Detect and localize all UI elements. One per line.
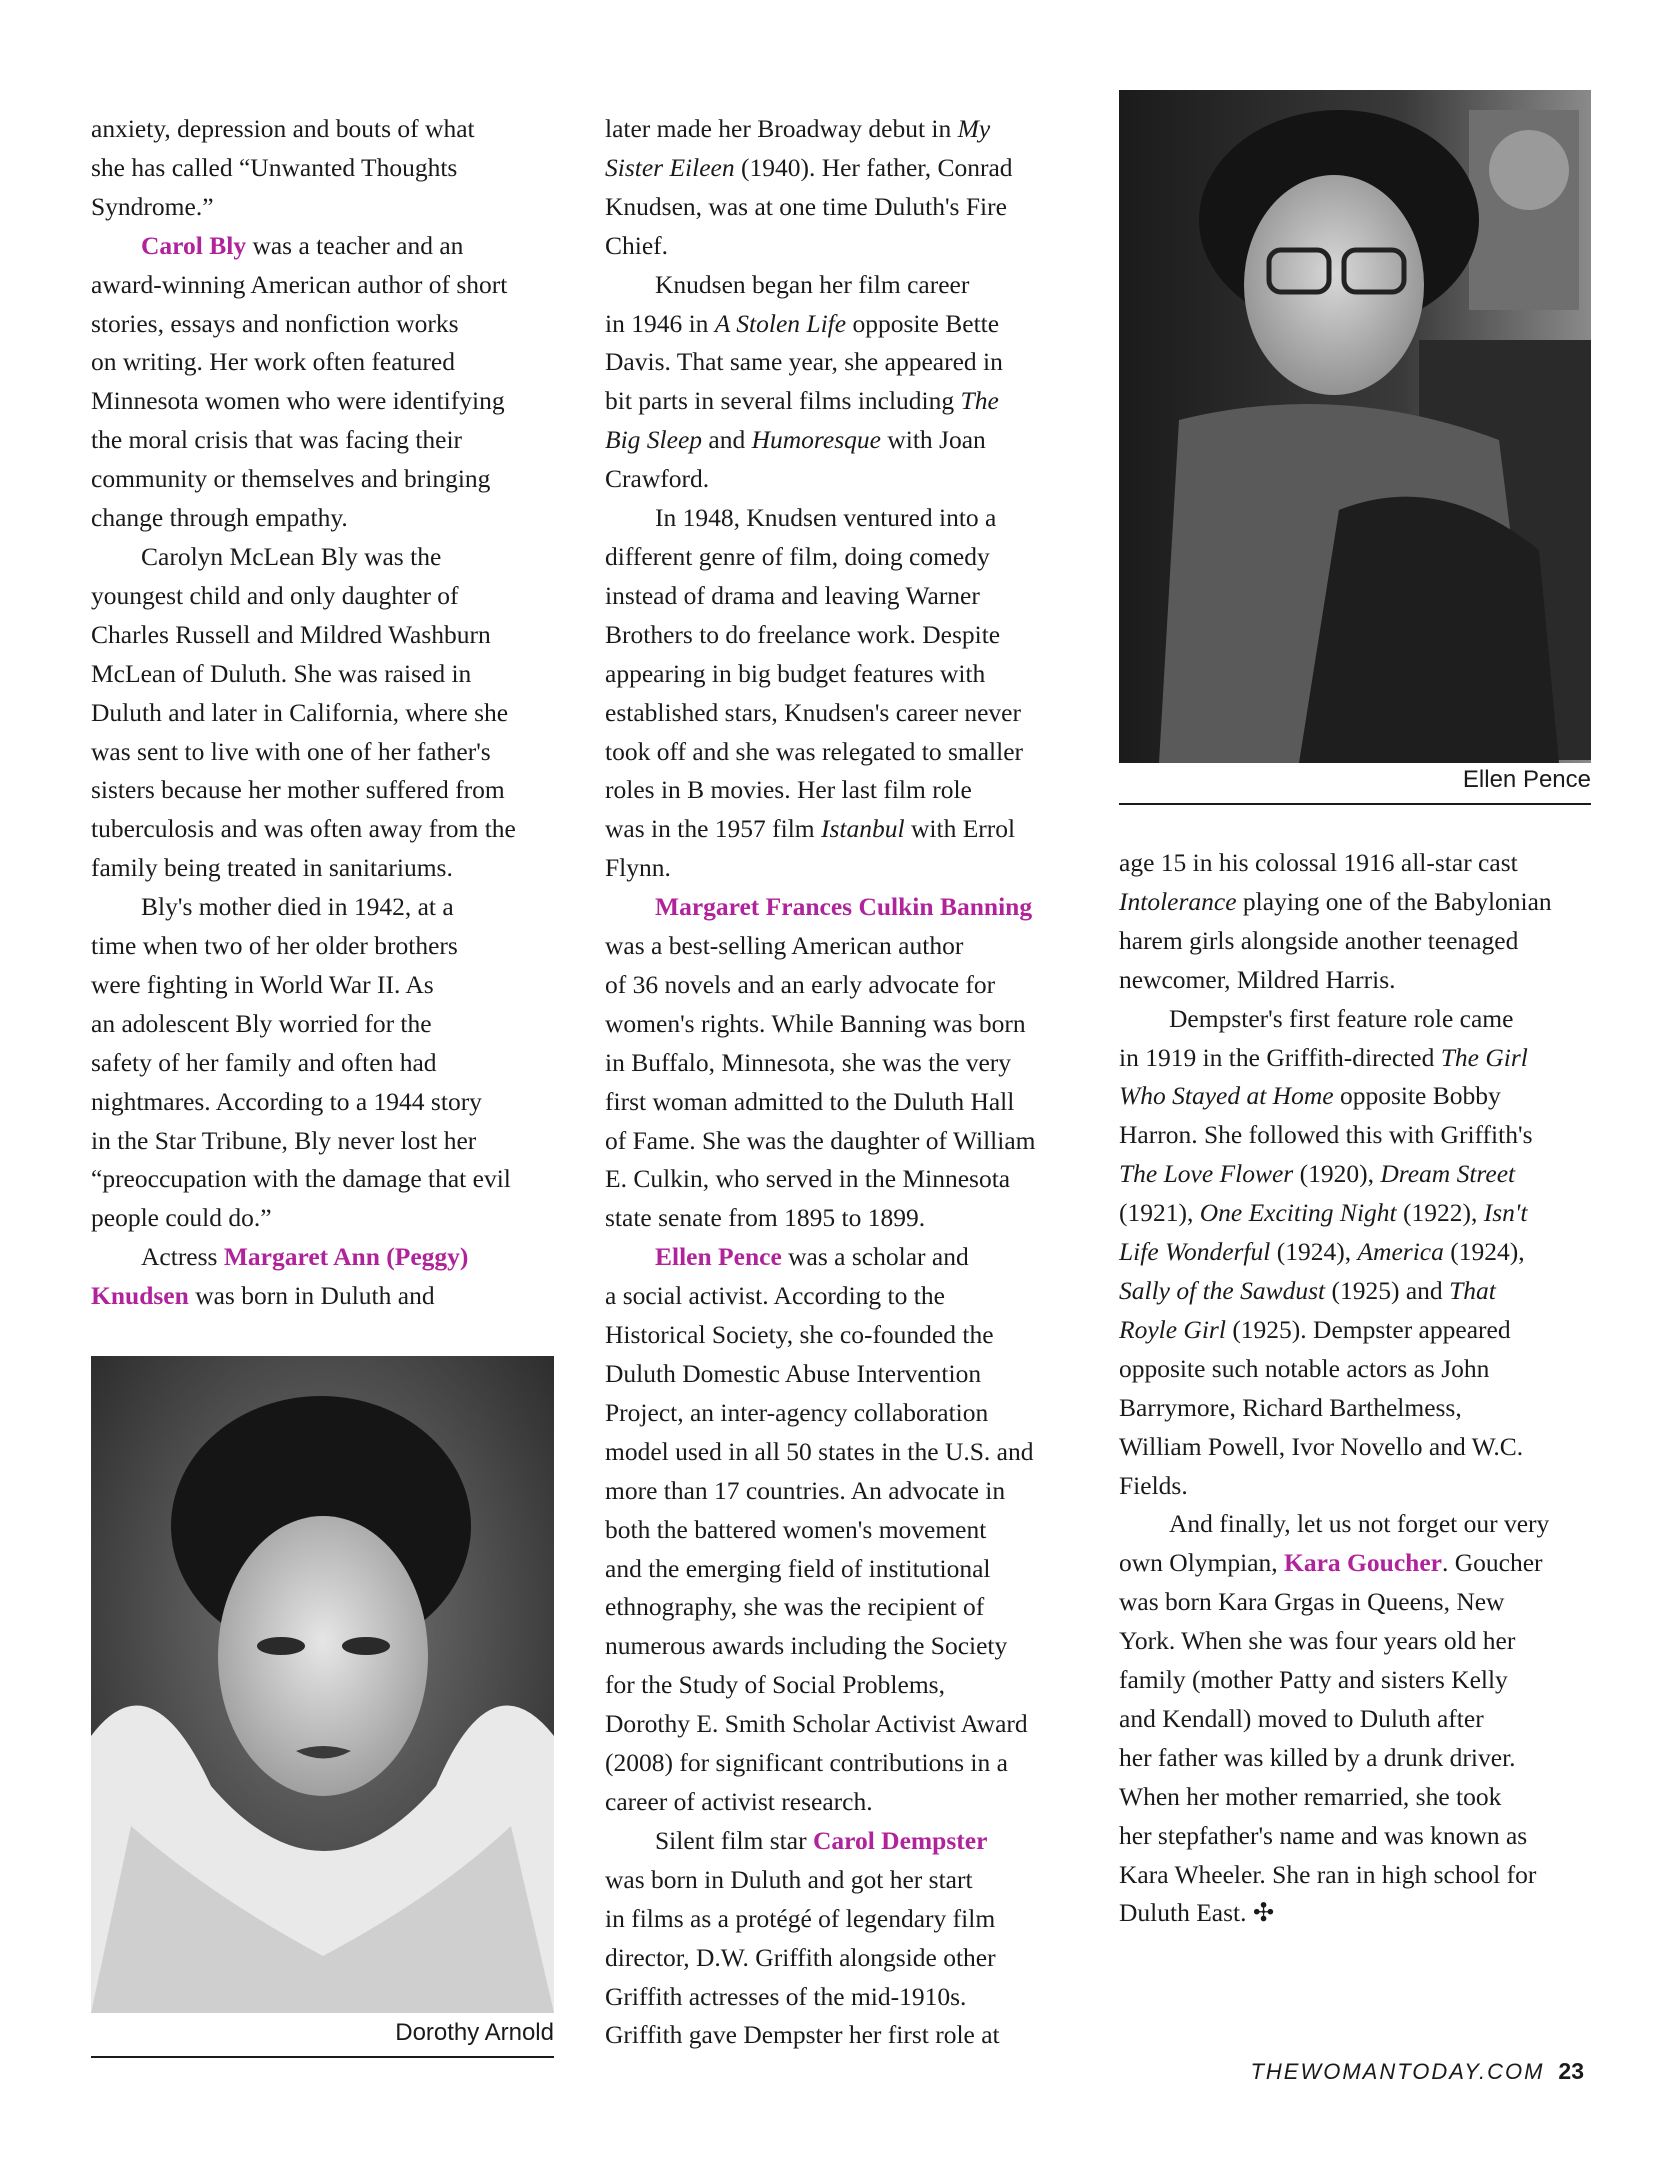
column-1-line xyxy=(91,1160,561,1199)
italic-title: Intolerance xyxy=(1119,886,1237,916)
column-2-line xyxy=(605,382,1075,421)
body-text: (1940). Her father, Conrad xyxy=(734,152,1013,182)
column-2-line xyxy=(605,227,1075,266)
body-text: York. When she was four years old her xyxy=(1119,1626,1516,1656)
italic-title: The Love Flower xyxy=(1119,1159,1294,1189)
highlighted-name: Ellen Pence xyxy=(655,1242,782,1272)
column-1-line xyxy=(91,110,561,149)
column-1-line xyxy=(91,1044,561,1083)
body-text: in Buffalo, Minnesota, she was the very xyxy=(605,1047,1012,1077)
body-text: with Errol xyxy=(904,814,1016,844)
italic-title: Life Wonderful xyxy=(1119,1237,1271,1267)
italic-title: Royle Girl xyxy=(1119,1314,1226,1344)
column-2-line xyxy=(605,1978,1075,2017)
body-text: was born in Duluth and xyxy=(188,1281,435,1311)
column-2-line xyxy=(605,1900,1075,1939)
column-1-line xyxy=(91,188,561,227)
body-text: harem girls alongside another teenaged xyxy=(1119,925,1519,955)
body-text: (1924), xyxy=(1443,1237,1525,1267)
body-text: Historical Society, she co-founded the xyxy=(605,1320,994,1350)
column-3-line xyxy=(1119,1583,1591,1622)
column-3-line xyxy=(1119,1856,1591,1895)
column-3-line xyxy=(1119,1467,1591,1506)
body-text: own Olympian, xyxy=(1119,1548,1285,1578)
column-2-line xyxy=(605,538,1075,577)
body-text: director, D.W. Griffith alongside other xyxy=(605,1942,996,1972)
ellen-pence-photo xyxy=(1119,90,1591,763)
body-text: was a scholar and xyxy=(781,1242,969,1272)
column-3-line xyxy=(1119,1077,1591,1116)
body-text: Davis. That same year, she appeared in xyxy=(605,347,1003,377)
italic-title: America xyxy=(1357,1237,1444,1267)
column-1-line xyxy=(91,266,561,305)
body-text: Silent film star xyxy=(655,1825,813,1855)
body-text: Actress xyxy=(141,1242,224,1272)
body-text: Griffith actresses of the mid-1910s. xyxy=(605,1981,967,2011)
body-text: William Powell, Ivor Novello and W.C. xyxy=(1119,1431,1524,1461)
body-text: was born in Duluth and got her start xyxy=(605,1864,973,1894)
column-3-line xyxy=(1119,1894,1591,1933)
body-text: Knudsen began her film career xyxy=(655,269,970,299)
body-text: family (mother Patty and sisters Kelly xyxy=(1119,1665,1508,1695)
body-text: the moral crisis that was facing their xyxy=(91,425,463,455)
body-text: and xyxy=(702,425,752,455)
body-text: roles in B movies. Her last film role xyxy=(605,775,972,805)
column-2-line xyxy=(605,188,1075,227)
column-2-line xyxy=(605,888,1075,927)
body-text: . Goucher xyxy=(1441,1548,1543,1578)
column-2-line xyxy=(605,966,1075,1005)
body-text: change through empathy. xyxy=(91,503,348,533)
dorothy-arnold-photo xyxy=(91,1356,554,2013)
body-text: Minnesota women who were identifying xyxy=(91,386,505,416)
column-2-line xyxy=(605,810,1075,849)
column-3-line xyxy=(1119,1739,1591,1778)
highlighted-name: Margaret Ann (Peggy) xyxy=(223,1242,469,1272)
column-2-line xyxy=(605,1744,1075,1783)
page-footer xyxy=(1250,2058,1584,2085)
body-text: bit parts in several films including xyxy=(605,386,961,416)
italic-title: Big Sleep xyxy=(605,425,703,455)
body-text: she has called “Unwanted Thoughts xyxy=(91,152,458,182)
italic-title: Istanbul xyxy=(821,814,905,844)
column-1-line xyxy=(91,1277,561,1316)
body-text: different genre of film, doing comedy xyxy=(605,541,990,571)
column-2-line xyxy=(605,499,1075,538)
column-2-line xyxy=(605,421,1075,460)
column-2-line xyxy=(605,1355,1075,1394)
body-text: was born Kara Grgas in Queens, New xyxy=(1119,1587,1505,1617)
body-text: Fields. xyxy=(1119,1470,1188,1500)
body-text: numerous awards including the Society xyxy=(605,1631,1008,1661)
column-2-line xyxy=(605,849,1075,888)
italic-title: Isn't xyxy=(1483,1198,1528,1228)
column-2-line xyxy=(605,266,1075,305)
body-text: career of activist research. xyxy=(605,1786,873,1816)
column-3-line xyxy=(1119,883,1591,922)
body-text: Duluth and later in California, where she xyxy=(91,697,509,727)
page-number: 23 xyxy=(1558,2058,1584,2084)
body-text: Project, an inter-agency collaboration xyxy=(605,1397,989,1427)
body-text: In 1948, Knudsen ventured into a xyxy=(655,503,997,533)
body-text: Chief. xyxy=(605,230,669,260)
column-3-line xyxy=(1119,1194,1591,1233)
body-text: was a teacher and an xyxy=(246,230,464,260)
body-text: And finally, let us not forget our very xyxy=(1169,1509,1550,1539)
body-text: community or themselves and bringing xyxy=(91,464,491,494)
body-text: tuberculosis and was often away from the xyxy=(91,814,516,844)
column-2-line xyxy=(605,1316,1075,1355)
body-text: (1925). Dempster appeared xyxy=(1225,1314,1511,1344)
italic-title: Dream Street xyxy=(1380,1159,1516,1189)
column-2-line xyxy=(605,110,1075,149)
column-2-line xyxy=(605,694,1075,733)
column-1-line xyxy=(91,771,561,810)
column-1-line xyxy=(91,1005,561,1044)
body-text: newcomer, Mildred Harris. xyxy=(1119,964,1396,994)
column-1-line xyxy=(91,655,561,694)
column-2-line xyxy=(605,1277,1075,1316)
body-text: playing one of the Babylonian xyxy=(1236,886,1552,916)
body-text: opposite Bette xyxy=(846,308,1000,338)
body-text: Harron. She followed this with Griffith's xyxy=(1119,1120,1533,1150)
body-text: age 15 in his colossal 1916 all-star cast xyxy=(1119,848,1518,877)
column-3-line xyxy=(1119,1817,1591,1856)
dorothy-arnold-caption-rule xyxy=(91,2056,554,2058)
body-text: award-winning American author of short xyxy=(91,269,508,299)
body-text: anxiety, depression and bouts of what xyxy=(91,114,475,143)
body-text: in films as a protégé of legendary film xyxy=(605,1903,996,1933)
body-text: Carolyn McLean Bly was the xyxy=(141,541,442,571)
column-1-line xyxy=(91,538,561,577)
column-2-line xyxy=(605,1238,1075,1277)
highlighted-name: Kara Goucher xyxy=(1284,1548,1442,1578)
footer-site[interactable]: THEWOMANTODAY.COM xyxy=(1250,2059,1545,2084)
column-2-line xyxy=(605,305,1075,344)
body-text: (1921), xyxy=(1119,1198,1200,1228)
body-text: (1924), xyxy=(1270,1237,1358,1267)
highlighted-name: Margaret Frances Culkin Banning xyxy=(655,892,1033,922)
column-3-line xyxy=(1119,1700,1591,1739)
body-text: Knudsen, was at one time Duluth's Fire xyxy=(605,191,1007,221)
body-text: appearing in big budget features with xyxy=(605,658,986,688)
body-text: Brothers to do freelance work. Despite xyxy=(605,619,1001,649)
body-text: took off and she was relegated to smaller xyxy=(605,736,1024,766)
body-text: her father was killed by a drunk driver. xyxy=(1119,1742,1516,1772)
column-1-line xyxy=(91,849,561,888)
column-2-line xyxy=(605,1783,1075,1822)
body-text: “preoccupation with the damage that evil xyxy=(91,1164,511,1194)
body-text: Crawford. xyxy=(605,464,710,494)
column-2-line xyxy=(605,1122,1075,1161)
column-3-line xyxy=(1119,1350,1591,1389)
column-2-line xyxy=(605,1199,1075,1238)
ellen-pence-photo-image xyxy=(1119,90,1591,763)
column-3-line xyxy=(1119,1622,1591,1661)
column-2-line xyxy=(605,1705,1075,1744)
body-text: in 1919 in the Griffith-directed xyxy=(1119,1042,1441,1072)
body-text: an adolescent Bly worried for the xyxy=(91,1008,432,1038)
column-1-line xyxy=(91,382,561,421)
column-2-line xyxy=(605,1511,1075,1550)
dorothy-arnold-caption: Dorothy Arnold xyxy=(395,2019,554,2046)
column-1-line xyxy=(91,1238,561,1277)
column-3-line xyxy=(1119,1233,1591,1272)
column-1-line xyxy=(91,616,561,655)
column-3-line xyxy=(1119,1311,1591,1350)
column-2-line xyxy=(605,927,1075,966)
column-1-line xyxy=(91,966,561,1005)
column-1-line xyxy=(91,227,561,266)
column-3-line xyxy=(1119,1272,1591,1311)
highlighted-name: Carol Dempster xyxy=(812,1825,988,1855)
dorothy-arnold-photo-image xyxy=(91,1356,554,2013)
italic-title: That xyxy=(1449,1275,1496,1305)
column-2-line xyxy=(605,1666,1075,1705)
column-2-line xyxy=(605,1472,1075,1511)
body-text: on writing. Her work often featured xyxy=(91,347,455,377)
column-3-line xyxy=(1119,844,1591,883)
column-3-line xyxy=(1119,1116,1591,1155)
column-3 xyxy=(1119,844,1591,1933)
body-text: sisters because her mother suffered from xyxy=(91,775,505,805)
italic-title: Sally of the Sawdust xyxy=(1119,1275,1326,1305)
body-text: McLean of Duluth. She was raised in xyxy=(91,658,472,688)
column-2-line xyxy=(605,460,1075,499)
body-text: Flynn. xyxy=(605,853,671,883)
body-text: When her mother remarried, she took xyxy=(1119,1781,1502,1811)
body-text: was in the 1957 film xyxy=(605,814,822,844)
body-text: people could do.” xyxy=(91,1203,272,1233)
body-text: were fighting in World War II. As xyxy=(91,969,434,999)
column-1-line xyxy=(91,1122,561,1161)
column-1 xyxy=(91,110,561,1316)
column-2-line xyxy=(605,1939,1075,1978)
body-text: of Fame. She was the daughter of William xyxy=(605,1125,1036,1155)
body-text: state senate from 1895 to 1899. xyxy=(605,1203,926,1233)
body-text: (1922), xyxy=(1396,1198,1484,1228)
body-text: women's rights. While Banning was born xyxy=(605,1008,1026,1038)
column-2-line xyxy=(605,1550,1075,1589)
column-1-line xyxy=(91,733,561,772)
body-text: was sent to live with one of her father's xyxy=(91,736,491,766)
body-text: a social activist. According to the xyxy=(605,1281,945,1311)
body-text: Duluth Domestic Abuse Intervention xyxy=(605,1359,982,1388)
body-text: youngest child and only daughter of xyxy=(91,580,459,610)
column-3-line xyxy=(1119,1428,1591,1467)
column-2-line xyxy=(605,1433,1075,1472)
column-1-line xyxy=(91,810,561,849)
italic-title: The xyxy=(960,386,999,416)
column-3-line xyxy=(1119,1155,1591,1194)
body-text: safety of her family and often had xyxy=(91,1047,437,1077)
body-text: instead of drama and leaving Warner xyxy=(605,580,980,610)
column-2 xyxy=(605,110,1075,2055)
body-text: and the emerging field of institutional xyxy=(605,1553,991,1583)
body-text: opposite Bobby xyxy=(1333,1081,1501,1111)
column-2-line xyxy=(605,655,1075,694)
body-text: Kara Wheeler. She ran in high school for xyxy=(1119,1859,1537,1889)
column-2-line xyxy=(605,577,1075,616)
ellen-pence-caption: Ellen Pence xyxy=(1462,766,1591,793)
body-text: more than 17 countries. An advocate in xyxy=(605,1475,1006,1505)
column-3-line xyxy=(1119,1544,1591,1583)
column-1-line xyxy=(91,421,561,460)
body-text: in the Star Tribune, Bly never lost her xyxy=(91,1125,477,1155)
body-text: Bly's mother died in 1942, at a xyxy=(141,892,454,922)
body-text: Griffith gave Dempster her first role at xyxy=(605,2020,1000,2050)
column-2-line xyxy=(605,733,1075,772)
body-text: Dempster's first feature role came xyxy=(1169,1003,1514,1033)
body-text: for the Study of Social Problems, xyxy=(605,1670,945,1700)
column-2-line xyxy=(605,1160,1075,1199)
body-text: first woman admitted to the Duluth Hall xyxy=(605,1086,1015,1116)
highlighted-name: Knudsen xyxy=(91,1281,189,1311)
body-text: time when two of her older brothers xyxy=(91,931,458,961)
column-2-line xyxy=(605,149,1075,188)
column-2-line xyxy=(605,1394,1075,1433)
column-2-line xyxy=(605,2016,1075,2055)
italic-title: One Exciting Night xyxy=(1199,1198,1397,1228)
italic-title: The Girl xyxy=(1440,1042,1528,1072)
body-text: her stepfather's name and was known as xyxy=(1119,1820,1528,1850)
body-text: was a best-selling American author xyxy=(605,931,964,961)
column-3-line xyxy=(1119,1505,1591,1544)
column-1-line xyxy=(91,343,561,382)
column-1-line xyxy=(91,888,561,927)
body-text: with Joan xyxy=(880,425,986,455)
column-2-line xyxy=(605,1083,1075,1122)
column-3-line xyxy=(1119,961,1591,1000)
column-2-line xyxy=(605,1044,1075,1083)
column-2-line xyxy=(605,1861,1075,1900)
body-text: of 36 novels and an early advocate for xyxy=(605,969,996,999)
column-2-line xyxy=(605,616,1075,655)
italic-title: My xyxy=(957,114,991,143)
column-1-line xyxy=(91,149,561,188)
body-text: nightmares. According to a 1944 story xyxy=(91,1086,482,1116)
column-2-line xyxy=(605,1588,1075,1627)
column-1-line xyxy=(91,460,561,499)
column-2-line xyxy=(605,771,1075,810)
column-1-line xyxy=(91,499,561,538)
italic-title: Sister Eileen xyxy=(605,152,735,182)
body-text: E. Culkin, who served in the Minnesota xyxy=(605,1164,1011,1194)
column-1-line xyxy=(91,577,561,616)
column-1-line xyxy=(91,1083,561,1122)
body-text: stories, essays and nonfiction works xyxy=(91,308,459,338)
column-3-line xyxy=(1119,1000,1591,1039)
body-text: opposite such notable actors as John xyxy=(1119,1353,1490,1383)
body-text: (1920), xyxy=(1293,1159,1381,1189)
body-text: family being treated in sanitariums. xyxy=(91,853,453,883)
column-1-line xyxy=(91,305,561,344)
body-text: (2008) for significant contributions in a xyxy=(605,1748,1008,1778)
italic-title: Who Stayed at Home xyxy=(1119,1081,1334,1111)
column-3-line xyxy=(1119,1661,1591,1700)
body-text: (1925) and xyxy=(1325,1275,1450,1305)
column-1-line xyxy=(91,927,561,966)
body-text: established stars, Knudsen's career never xyxy=(605,697,1021,727)
body-text: Dorothy E. Smith Scholar Activist Award xyxy=(605,1709,1028,1739)
body-text: Duluth East. ✣ xyxy=(1119,1898,1275,1928)
body-text: in 1946 in xyxy=(605,308,715,338)
column-3-line xyxy=(1119,922,1591,961)
body-text: Charles Russell and Mildred Washburn xyxy=(91,619,491,649)
column-2-line xyxy=(605,1005,1075,1044)
body-text: Barrymore, Richard Barthelmess, xyxy=(1119,1392,1462,1422)
body-text: later made her Broadway debut in xyxy=(605,114,958,143)
column-3-line xyxy=(1119,1039,1591,1078)
body-text: and Kendall) moved to Duluth after xyxy=(1119,1703,1484,1733)
column-1-line xyxy=(91,1199,561,1238)
body-text: ethnography, she was the recipient of xyxy=(605,1592,985,1622)
ellen-pence-caption-rule xyxy=(1119,803,1591,805)
body-text: both the battered women's movement xyxy=(605,1514,987,1544)
column-3-line xyxy=(1119,1778,1591,1817)
column-2-line xyxy=(605,1627,1075,1666)
column-2-line xyxy=(605,343,1075,382)
body-text: Syndrome.” xyxy=(91,191,214,221)
italic-title: Humoresque xyxy=(751,425,881,455)
column-3-line xyxy=(1119,1389,1591,1428)
body-text: model used in all 50 states in the U.S. and xyxy=(605,1436,1034,1466)
column-1-line xyxy=(91,694,561,733)
highlighted-name: Carol Bly xyxy=(141,230,247,260)
italic-title: A Stolen Life xyxy=(714,308,847,338)
column-2-line xyxy=(605,1822,1075,1861)
